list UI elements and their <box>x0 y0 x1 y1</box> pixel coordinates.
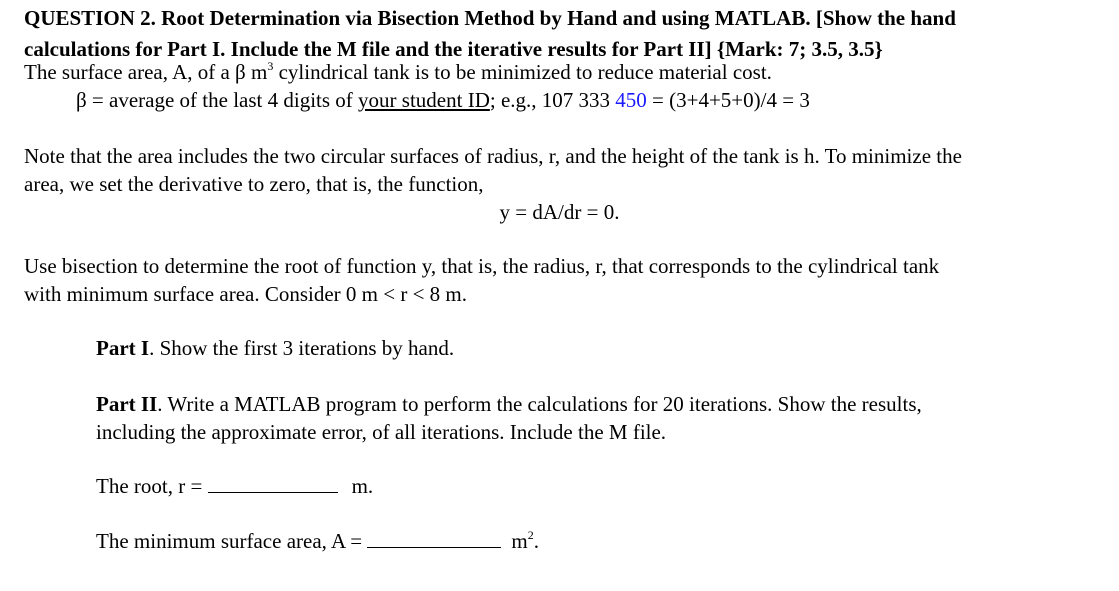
intro-text <box>24 60 772 84</box>
root-answer-blank[interactable] <box>208 474 338 493</box>
beta-text-b: ; e.g., 107 333 <box>489 88 616 112</box>
root-answer-row <box>96 474 373 498</box>
root-label: The root, r = <box>96 474 208 498</box>
area-unit-period: . <box>533 529 539 553</box>
area-label: The minimum surface area, A = <box>96 529 368 553</box>
area-answer-row <box>96 529 539 553</box>
part-2-instruction-line-1 <box>96 392 922 416</box>
note-line-1: Note that the area includes the two circular surfaces of radius, r, and the height of the tank is h. To minimize the <box>24 144 962 168</box>
student-id-underlined: your student ID <box>358 88 490 112</box>
question-title-line-2: calculations for Part I. Include the M file and the iterative results for Part II] {Mark: 7; 3.5, 3.5} <box>24 37 883 61</box>
area-unit-superscript: 2 <box>527 528 534 542</box>
part-1-label: Part I <box>96 336 150 360</box>
part-2-text-line-1: . Write a MATLAB program to perform the calculations for 20 iterations. Show the results, <box>157 392 922 416</box>
use-bisection-line-2: with minimum surface area. Consider 0 m < r < 8 m. <box>24 282 468 306</box>
root-unit: m. <box>351 474 374 498</box>
part-2-label: Part II <box>96 392 158 416</box>
area-answer-blank[interactable] <box>367 529 501 548</box>
student-id-blue-digits: 450 <box>615 88 647 112</box>
question-title-line-1: QUESTION 2. Root Determination via Bisection Method by Hand and using MATLAB. [Show the hand <box>24 6 956 30</box>
beta-text-a: β = average of the last 4 digits of <box>76 88 359 112</box>
beta-text-c: = (3+4+5+0)/4 = 3 <box>646 88 810 112</box>
part-1-text: . Show the first 3 iterations by hand. <box>149 336 455 360</box>
intro-text-a: The surface area, A, of a β m <box>24 60 268 84</box>
derivative-equation: y = dA/dr = 0. <box>499 200 620 224</box>
beta-definition <box>76 88 810 112</box>
part-1-instruction <box>96 336 454 360</box>
note-line-2: area, we set the derivative to zero, that is, the function, <box>24 172 484 196</box>
intro-superscript: 3 <box>267 59 274 73</box>
area-unit: m <box>511 529 528 553</box>
intro-text-b: cylindrical tank is to be minimized to reduce material cost. <box>273 60 772 84</box>
part-2-instruction-line-2: including the approximate error, of all iterations. Include the M file. <box>96 420 667 444</box>
use-bisection-line-1: Use bisection to determine the root of function y, that is, the radius, r, that corresponds to the cylindrical tank <box>24 254 940 278</box>
